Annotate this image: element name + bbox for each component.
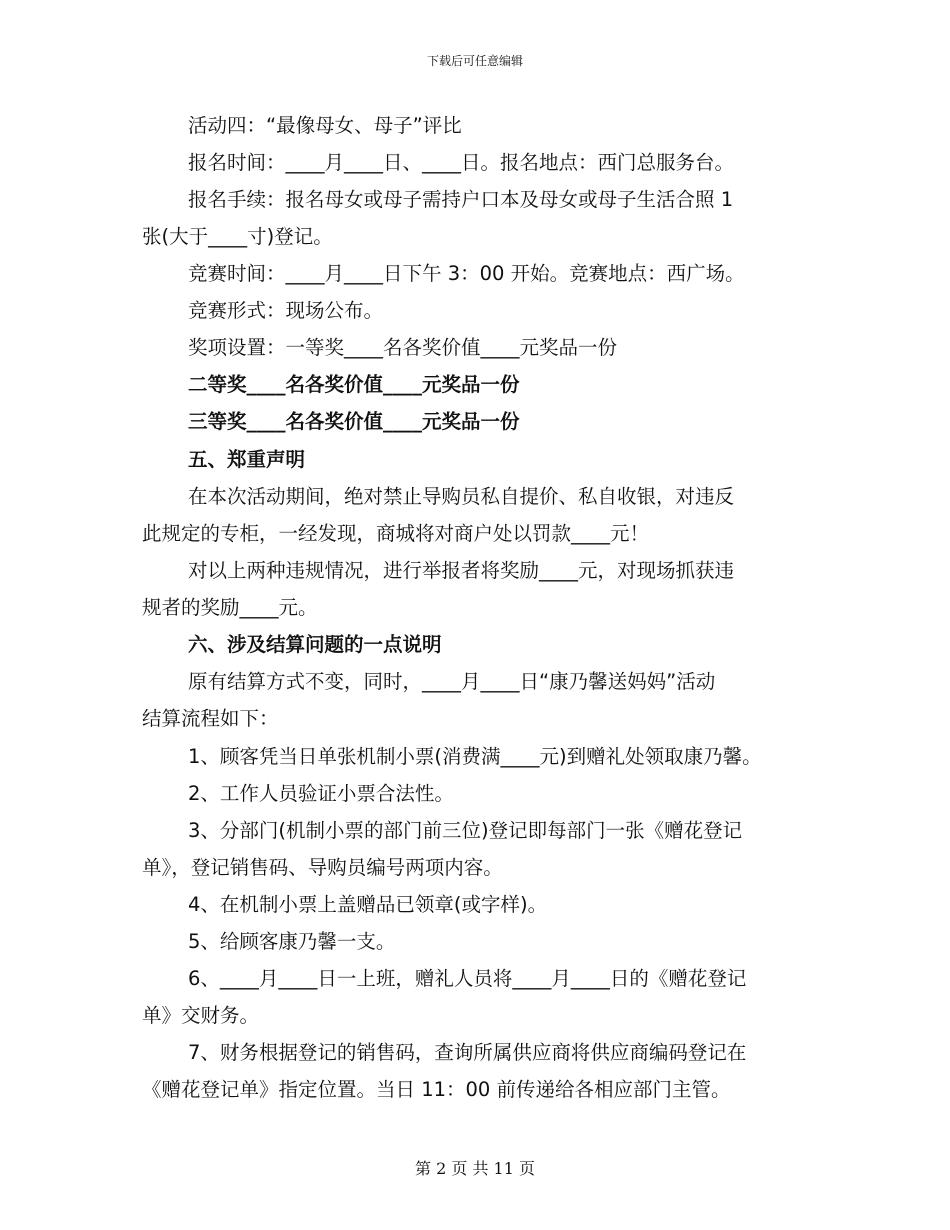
activity-four-title: 活动四：“最像母女、母子”评比 — [188, 114, 462, 137]
reward-paragraph: 对以上两种违规情况，进行举报者将奖励____元，对现场抓获违 — [188, 559, 735, 582]
registration-procedure-cont: 张(大于____寸)登记。 — [142, 225, 333, 248]
first-prize: 奖项设置：一等奖____名各奖价值____元奖品一份 — [188, 336, 618, 359]
step-2: 2、工作人员验证小票合法性。 — [188, 782, 454, 805]
section-five-heading: 五、郑重声明 — [188, 448, 306, 471]
third-prize: 三等奖____名各奖价值____元奖品一份 — [188, 410, 520, 433]
page-footer: 第 2 页 共 11 页 — [415, 1159, 535, 1178]
step-3: 3、分部门(机制小票的部门前三位)登记即每部门一张《赠花登记 — [188, 819, 743, 842]
page-header: 下载后可任意编辑 — [426, 54, 523, 68]
step-5: 5、给顾客康乃馨一支。 — [188, 930, 396, 953]
registration-procedure: 报名手续：报名母女或母子需持户口本及母女或母子生活合照 1 — [188, 188, 734, 211]
step-6-cont: 单》交财务。 — [142, 1004, 260, 1027]
step-7-cont: 《赠花登记单》指定位置。当日 11：00 前传递给各相应部门主管。 — [142, 1078, 731, 1101]
contest-format: 竞赛形式：现场公布。 — [188, 299, 384, 322]
settlement-paragraph-cont: 结算流程如下： — [142, 707, 279, 730]
step-1: 1、顾客凭当日单张机制小票(消费满____元)到赠礼处领取康乃馨。 — [188, 745, 762, 768]
declaration-paragraph: 在本次活动期间，绝对禁止导购员私自提价、私自收银，对违反 — [188, 485, 735, 508]
section-six-heading: 六、涉及结算问题的一点说明 — [188, 633, 442, 656]
settlement-paragraph: 原有结算方式不变，同时，____月____日“康乃馨送妈妈”活动 — [188, 670, 716, 693]
step-3-cont: 单》，登记销售码、导购员编号两项内容。 — [142, 856, 503, 879]
second-prize: 二等奖____名各奖价值____元奖品一份 — [188, 373, 520, 396]
contest-time: 竞赛时间：____月____日下午 3：00 开始。竞赛地点：西广场。 — [188, 262, 745, 285]
step-6: 6、____月____日一上班，赠礼人员将____月____日的《赠花登记 — [188, 967, 747, 990]
declaration-paragraph-cont: 此规定的专柜，一经发现，商城将对商户处以罚款____元！ — [142, 522, 650, 545]
registration-time: 报名时间：____月____日、____日。报名地点：西门总服务台。 — [188, 151, 735, 174]
reward-paragraph-cont: 规者的奖励____元。 — [142, 596, 318, 619]
step-4: 4、在机制小票上盖赠品已领章(或字样)。 — [188, 893, 548, 916]
step-7: 7、财务根据登记的销售码，查询所属供应商将供应商编码登记在 — [188, 1041, 747, 1064]
